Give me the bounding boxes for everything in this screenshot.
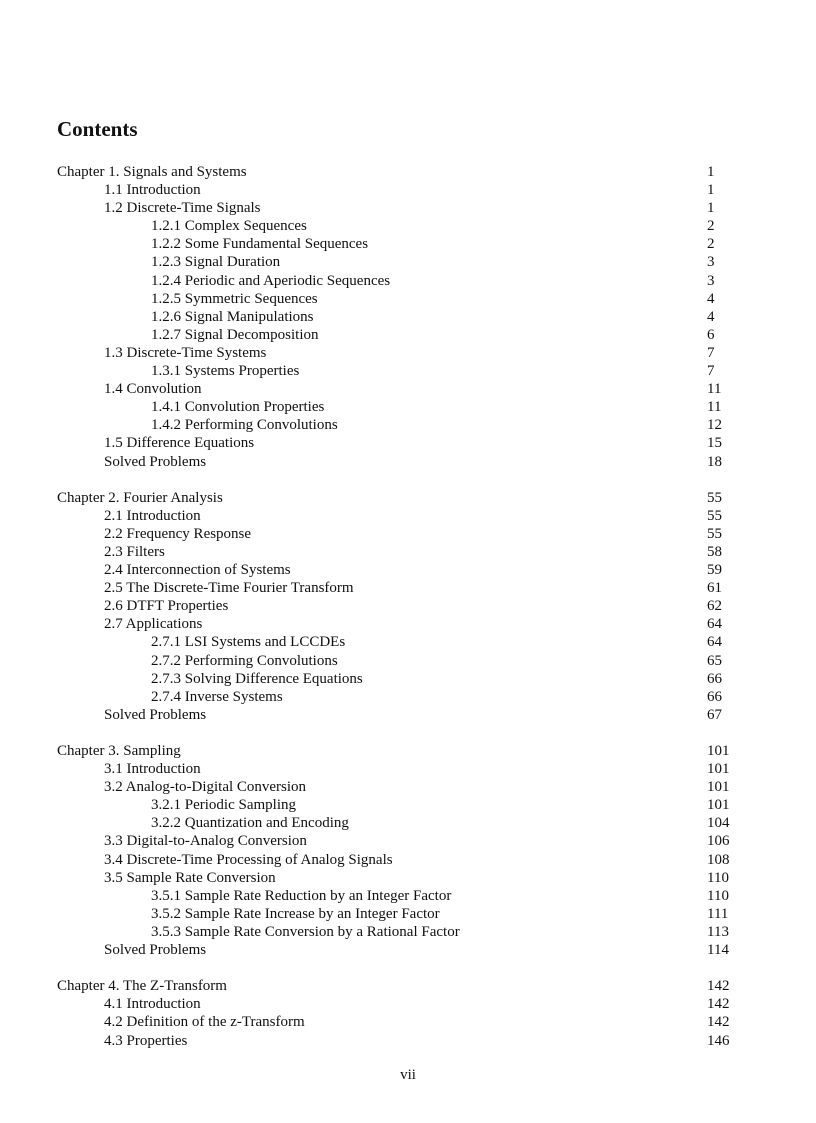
toc-section-entry[interactable]	[57, 199, 757, 217]
toc-section-entry[interactable]	[57, 1013, 757, 1031]
toc-section-entry[interactable]	[57, 543, 757, 561]
toc-subsection-entry[interactable]	[57, 887, 757, 905]
toc-chapter-group	[57, 977, 757, 1049]
toc-subsection-entry[interactable]	[57, 308, 757, 326]
toc-entry-title: Solved Problems	[104, 942, 207, 959]
toc-entry-page-number: 1	[707, 200, 715, 217]
toc-subsection-entry[interactable]	[57, 796, 757, 814]
toc-entry-title: Solved Problems	[104, 706, 207, 723]
toc-entry-page-number: 62	[707, 598, 722, 615]
toc-subsection-entry[interactable]	[57, 923, 757, 941]
toc-subsection-entry[interactable]	[57, 272, 757, 290]
toc-entry-title: 1.2.5 Symmetric Sequences	[151, 290, 318, 307]
toc-subsection-entry[interactable]	[57, 290, 757, 308]
toc-chapter-group	[57, 742, 757, 959]
toc-entry-page-number: 55	[707, 507, 722, 524]
toc-entry-title: 4.2 Definition of the z-Transform	[104, 1014, 305, 1031]
toc-entry-page-number: 58	[707, 543, 722, 560]
toc-entry-page-number: 146	[707, 1032, 730, 1049]
toc-entry-title: 1.2.7 Signal Decomposition	[151, 326, 319, 343]
toc-section-entry[interactable]	[57, 832, 757, 850]
toc-entry-page-number: 101	[707, 743, 730, 759]
toc-entry-title: 2.4 Interconnection of Systems	[104, 562, 291, 579]
toc-entry-title: 3.2 Analog-to-Digital Conversion	[104, 779, 307, 796]
toc-entry-page-number: 6	[707, 326, 715, 343]
toc-section-entry[interactable]	[57, 453, 757, 471]
toc-entry-page-number: 3	[707, 272, 715, 289]
toc-entry-title: Solved Problems	[104, 453, 207, 470]
toc-entry-page-number: 15	[707, 435, 722, 452]
toc-entry-page-number: 61	[707, 580, 722, 597]
toc-entry-page-number: 11	[707, 399, 722, 416]
toc-entry-title: 2.7.4 Inverse Systems	[151, 688, 283, 705]
toc-subsection-entry[interactable]	[57, 416, 757, 434]
toc-entry-page-number: 12	[707, 417, 722, 434]
toc-chapter-group	[57, 489, 757, 724]
toc-section-entry[interactable]	[57, 181, 757, 199]
toc-entry-page-number: 110	[707, 887, 729, 904]
toc-entry-title: 2.3 Filters	[104, 543, 165, 560]
toc-entry-title: 3.5.1 Sample Rate Reduction by an Integer Factor	[151, 887, 452, 904]
toc-entry-page-number: 111	[707, 905, 729, 922]
toc-entry-page-number: 106	[707, 833, 730, 850]
toc-entry-title: 3.5.3 Sample Rate Conversion by a Rational Factor	[151, 923, 460, 940]
toc-entry-title: 1.4.2 Performing Convolutions	[151, 417, 338, 434]
toc-entry-page-number: 59	[707, 562, 722, 579]
toc-entry-page-number: 64	[707, 634, 722, 651]
toc-entry-page-number: 114	[707, 942, 729, 959]
toc-entry-page-number: 110	[707, 869, 729, 886]
toc-chapter-entry[interactable]	[57, 742, 757, 760]
toc-chapter-entry[interactable]	[57, 163, 757, 181]
toc-chapter-entry[interactable]	[57, 977, 757, 995]
toc-subsection-entry[interactable]	[57, 217, 757, 235]
toc-entry-page-number: 7	[707, 363, 715, 380]
toc-entry-page-number: 4	[707, 308, 715, 325]
toc-entry-title: 4.3 Properties	[104, 1032, 188, 1049]
toc-entry-page-number: 113	[707, 923, 729, 940]
toc-subsection-entry[interactable]	[57, 362, 757, 380]
page-title: Contents	[57, 117, 138, 141]
toc-subsection-entry[interactable]	[57, 688, 757, 706]
toc-subsection-entry[interactable]	[57, 326, 757, 344]
toc-section-entry[interactable]	[57, 525, 757, 543]
toc-entry-title: 3.5.2 Sample Rate Increase by an Integer Factor	[151, 905, 440, 922]
toc-entry-page-number: 4	[707, 290, 715, 307]
toc-entry-page-number: 1	[707, 182, 715, 199]
toc-entry-page-number: 101	[707, 797, 730, 814]
toc-entry-page-number: 142	[707, 996, 730, 1013]
toc-entry-page-number: 65	[707, 652, 722, 669]
toc-subsection-entry[interactable]	[57, 633, 757, 651]
toc-entry-title: 1.5 Difference Equations	[104, 435, 255, 452]
toc-entry-title: 1.4 Convolution	[104, 381, 202, 398]
toc-entry-title: 4.1 Introduction	[104, 996, 201, 1013]
toc-entry-page-number: 142	[707, 1014, 730, 1031]
toc-subsection-entry[interactable]	[57, 670, 757, 688]
toc-entry-page-number: 3	[707, 254, 715, 271]
toc-entry-page-number: 11	[707, 381, 722, 398]
toc-section-entry[interactable]	[57, 597, 757, 615]
toc-entry-title: 1.1 Introduction	[104, 182, 201, 199]
toc-entry-title: 1.2.4 Periodic and Aperiodic Sequences	[151, 272, 391, 289]
toc-entry-title: 2.7.2 Performing Convolutions	[151, 652, 338, 669]
toc-entry-title: 2.2 Frequency Response	[104, 525, 252, 542]
chapter-spacer	[57, 959, 757, 977]
toc-section-entry[interactable]	[57, 941, 757, 959]
toc-entry-page-number: 66	[707, 688, 722, 705]
toc-entry-title: 2.6 DTFT Properties	[104, 598, 229, 615]
toc-entry-page-number: 1	[707, 164, 715, 180]
toc-entry-page-number: 2	[707, 218, 715, 235]
toc-entry-title: 2.1 Introduction	[104, 507, 201, 524]
toc-entry-page-number: 108	[707, 851, 730, 868]
toc-entry-title: 3.2.1 Periodic Sampling	[151, 797, 296, 814]
toc-entry-title: 1.4.1 Convolution Properties	[151, 399, 325, 416]
toc-entry-title: 2.5 The Discrete-Time Fourier Transform	[104, 580, 354, 597]
toc-entry-title: Chapter 3. Sampling	[57, 743, 181, 759]
toc-chapter-entry[interactable]	[57, 489, 757, 507]
toc-subsection-entry[interactable]	[57, 652, 757, 670]
toc-entry-page-number: 18	[707, 453, 722, 470]
toc-section-entry[interactable]	[57, 1032, 757, 1050]
toc-entry-title: 3.5 Sample Rate Conversion	[104, 869, 276, 886]
toc-entry-page-number: 142	[707, 978, 730, 995]
toc-entry-page-number: 67	[707, 706, 722, 723]
toc-section-entry[interactable]	[57, 344, 757, 362]
toc-section-entry[interactable]	[57, 778, 757, 796]
toc-section-entry[interactable]	[57, 615, 757, 633]
toc-entry-title: Chapter 1. Signals and Systems	[57, 164, 247, 180]
toc-entry-page-number: 104	[707, 815, 730, 832]
toc-entry-title: 2.7 Applications	[104, 616, 203, 633]
toc-entry-page-number: 7	[707, 344, 715, 361]
table-of-contents	[57, 163, 757, 1050]
toc-subsection-entry[interactable]	[57, 905, 757, 923]
toc-entry-title: 3.3 Digital-to-Analog Conversion	[104, 833, 307, 850]
toc-entry-title: 2.7.3 Solving Difference Equations	[151, 670, 363, 687]
toc-section-entry[interactable]	[57, 579, 757, 597]
page-number: vii	[400, 1067, 416, 1083]
toc-entry-title: 3.2.2 Quantization and Encoding	[151, 815, 349, 832]
toc-entry-title: 1.3 Discrete-Time Systems	[104, 344, 267, 361]
toc-section-entry[interactable]	[57, 507, 757, 525]
toc-entry-title: 1.2.6 Signal Manipulations	[151, 308, 314, 325]
toc-section-entry[interactable]	[57, 869, 757, 887]
toc-entry-title: 1.2 Discrete-Time Signals	[104, 200, 261, 217]
toc-entry-page-number: 2	[707, 236, 715, 253]
toc-section-entry[interactable]	[57, 706, 757, 724]
toc-entry-title: 3.4 Discrete-Time Processing of Analog Signals	[104, 851, 393, 868]
toc-entry-title: 3.1 Introduction	[104, 761, 201, 778]
toc-entry-page-number: 66	[707, 670, 722, 687]
toc-section-entry[interactable]	[57, 561, 757, 579]
toc-chapter-group	[57, 163, 757, 471]
toc-entry-page-number: 55	[707, 525, 722, 542]
toc-entry-page-number: 64	[707, 616, 722, 633]
toc-entry-title: 1.3.1 Systems Properties	[151, 363, 300, 380]
toc-entry-page-number: 101	[707, 761, 730, 778]
toc-section-entry[interactable]	[57, 760, 757, 778]
toc-subsection-entry[interactable]	[57, 398, 757, 416]
toc-entry-title: 1.2.2 Some Fundamental Sequences	[151, 236, 369, 253]
toc-subsection-entry[interactable]	[57, 253, 757, 271]
toc-subsection-entry[interactable]	[57, 814, 757, 832]
toc-section-entry[interactable]	[57, 434, 757, 452]
toc-entry-title: 1.2.1 Complex Sequences	[151, 218, 307, 235]
toc-subsection-entry[interactable]	[57, 235, 757, 253]
toc-section-entry[interactable]	[57, 380, 757, 398]
chapter-spacer	[57, 724, 757, 742]
toc-entry-title: 2.7.1 LSI Systems and LCCDEs	[151, 634, 346, 651]
toc-entry-title: Chapter 4. The Z-Transform	[57, 978, 227, 995]
toc-entry-page-number: 101	[707, 779, 730, 796]
toc-entry-page-number: 55	[707, 489, 722, 506]
toc-entry-title: Chapter 2. Fourier Analysis	[57, 489, 223, 506]
toc-entry-title: 1.2.3 Signal Duration	[151, 254, 281, 271]
chapter-spacer	[57, 471, 757, 489]
toc-section-entry[interactable]	[57, 995, 757, 1013]
toc-section-entry[interactable]	[57, 851, 757, 869]
